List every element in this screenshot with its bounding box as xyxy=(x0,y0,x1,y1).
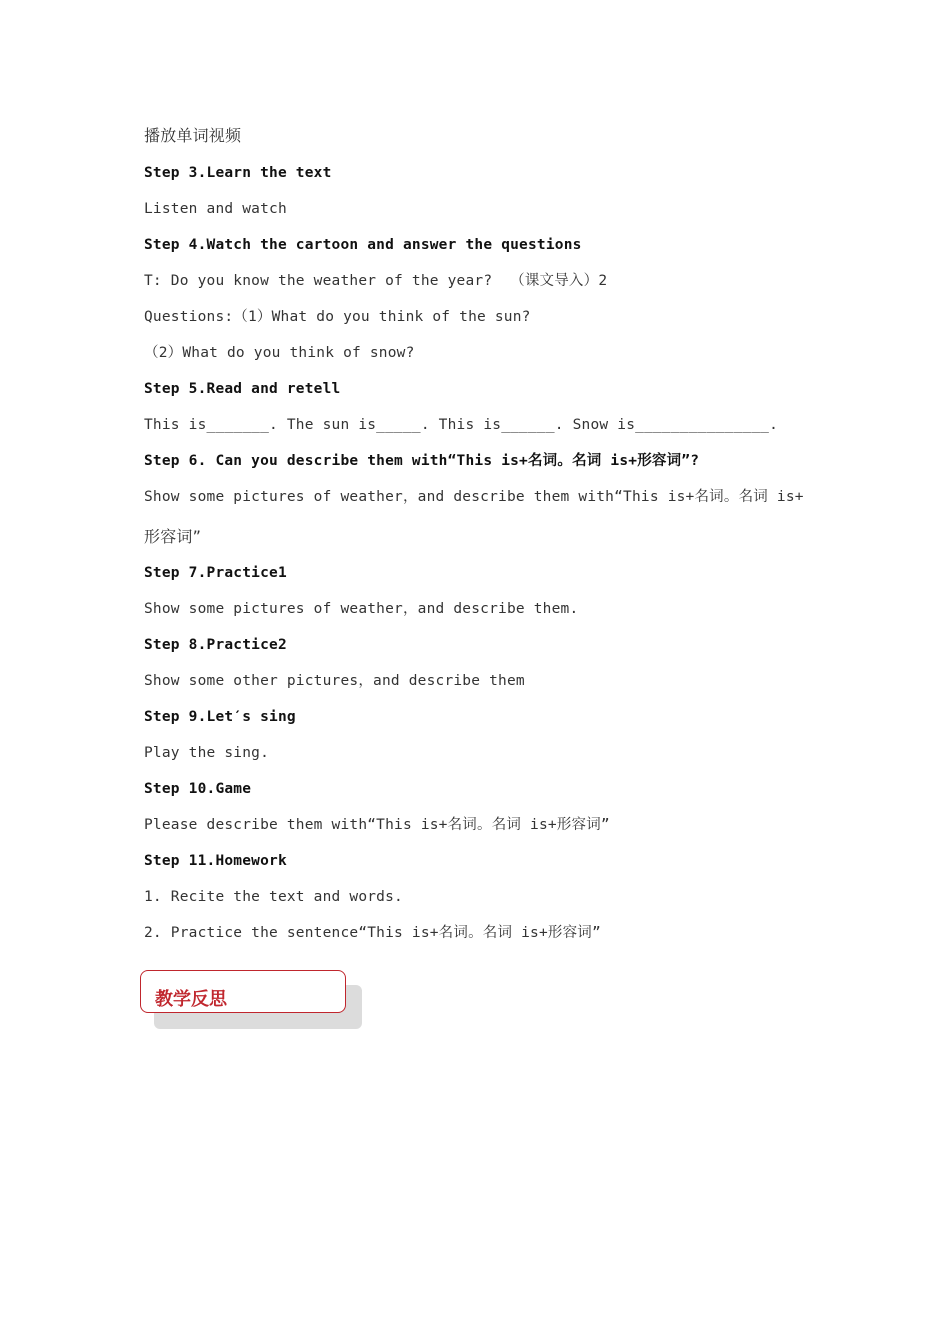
step-4-question-1: Questions:（1）What do you think of the sun? xyxy=(144,309,531,325)
step-9-text: Play the sing. xyxy=(144,745,270,761)
step-6-heading: Step 6. Can you describe them with“This is+名词。名词 is+形容词”? xyxy=(144,453,700,469)
step-5-heading: Step 5.Read and retell xyxy=(144,381,341,397)
step-7-heading: Step 7.Practice1 xyxy=(144,565,287,581)
step-7-text: Show some pictures of weather，and describe them. xyxy=(144,601,579,617)
step-3-text: Listen and watch xyxy=(144,201,287,217)
step-11-heading: Step 11.Homework xyxy=(144,853,287,869)
step-4-question-2: （2）What do you think of snow? xyxy=(144,345,415,361)
step-4-teacher-question: T: Do you know the weather of the year? （课文导入）2 xyxy=(144,273,608,289)
step-4-heading: Step 4.Watch the cartoon and answer the questions xyxy=(144,237,582,253)
step-3-heading: Step 3.Learn the text xyxy=(144,165,332,181)
step-5-fill-blanks: This is_______. The sun is_____. This is______. Snow is_______________. xyxy=(144,417,779,433)
step-8-heading: Step 8.Practice2 xyxy=(144,637,287,653)
step-10-heading: Step 10.Game xyxy=(144,781,252,797)
step-6-text: Show some pictures of weather，and describe them with“This is+名词。名词 is+ xyxy=(144,489,804,505)
homework-item-2: 2. Practice the sentence“This is+名词。名词 is+形容词” xyxy=(144,925,601,941)
section-heading-title: 教学反思 xyxy=(155,989,227,1010)
step-8-text: Show some other pictures，and describe them xyxy=(144,673,525,689)
step-9-heading: Step 9.Let′s sing xyxy=(144,709,296,725)
step-10-text: Please describe them with“This is+名词。名词 is+形容词” xyxy=(144,817,610,833)
step-6-text-continued: 形容词” xyxy=(144,527,202,546)
video-note: 播放单词视频 xyxy=(144,126,242,145)
section-heading-box xyxy=(140,970,346,1013)
homework-item-1: 1. Recite the text and words. xyxy=(144,889,403,905)
